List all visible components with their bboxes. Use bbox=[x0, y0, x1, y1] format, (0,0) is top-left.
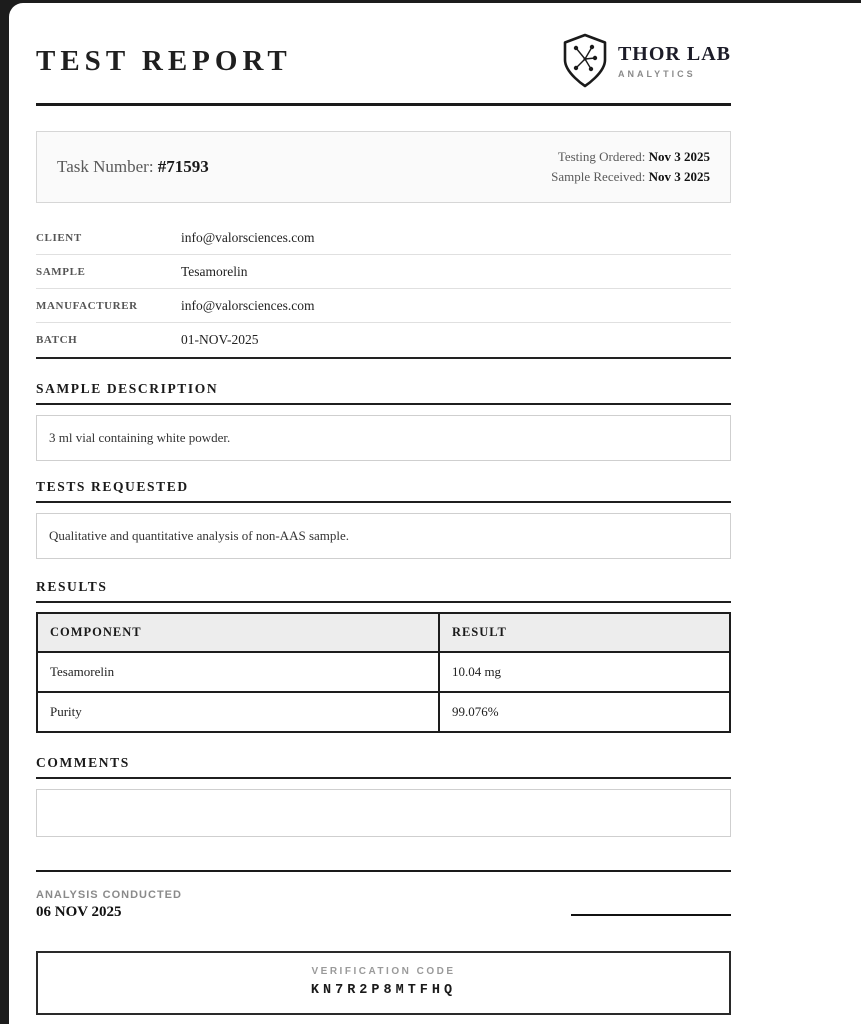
report-content bbox=[36, 3, 731, 1015]
verification-box bbox=[36, 951, 731, 1015]
tests-requested-box: Qualitative and quantitative analysis of non-AAS sample. bbox=[36, 513, 731, 559]
sample-description-heading: SAMPLE DESCRIPTION bbox=[36, 381, 731, 405]
report-header bbox=[36, 33, 731, 89]
sample-received-value: Nov 3 2025 bbox=[648, 169, 710, 184]
info-row-sample bbox=[36, 255, 731, 289]
sample-description-box: 3 ml vial containing white powder. bbox=[36, 415, 731, 461]
header-divider bbox=[36, 103, 731, 106]
footer-divider bbox=[36, 870, 731, 872]
info-label: SAMPLE bbox=[36, 265, 86, 278]
table-row bbox=[37, 692, 730, 732]
verification-code-value: KN7R2P8MTFHQ bbox=[310, 983, 457, 998]
brand-logo bbox=[562, 33, 731, 89]
brand-text bbox=[618, 43, 731, 79]
results-table bbox=[36, 612, 731, 733]
component-cell: Tesamorelin bbox=[37, 652, 439, 692]
info-label: CLIENT bbox=[36, 231, 82, 244]
info-row-batch bbox=[36, 323, 731, 357]
task-summary-box bbox=[36, 131, 731, 203]
task-dates bbox=[551, 147, 710, 187]
info-value: Tesamorelin bbox=[181, 263, 248, 279]
sample-received-line bbox=[551, 167, 710, 187]
testing-ordered-label: Testing Ordered: bbox=[557, 148, 649, 164]
sample-received-label: Sample Received: bbox=[551, 169, 649, 184]
info-label: BATCH bbox=[36, 334, 78, 346]
column-header-component: COMPONENT bbox=[37, 613, 439, 652]
page-title: TEST REPORT bbox=[36, 44, 292, 77]
analysis-conducted-block bbox=[36, 889, 182, 921]
report-page bbox=[9, 3, 861, 1024]
shield-molecule-icon bbox=[562, 33, 608, 89]
info-value: info@valorsciences.com bbox=[181, 297, 315, 313]
results-heading: RESULTS bbox=[36, 579, 731, 603]
result-cell: 10.04 mg bbox=[439, 652, 730, 692]
task-number-value: #71593 bbox=[157, 157, 209, 176]
column-header-result: RESULT bbox=[439, 613, 730, 652]
info-label: MANUFACTURER bbox=[36, 299, 138, 312]
testing-ordered-value: Nov 3 2025 bbox=[648, 148, 710, 164]
info-value: 01-NOV-2025 bbox=[181, 332, 259, 347]
verification-code-label: VERIFICATION CODE bbox=[311, 966, 456, 977]
result-cell: 99.076% bbox=[439, 692, 730, 732]
testing-ordered-line bbox=[551, 147, 710, 167]
task-number-line bbox=[57, 157, 209, 177]
comments-box bbox=[36, 789, 731, 837]
task-number-label: Task Number: bbox=[57, 157, 158, 176]
component-cell: Purity bbox=[37, 692, 439, 732]
info-value: info@valorsciences.com bbox=[181, 229, 315, 245]
table-row bbox=[37, 652, 730, 692]
analysis-conducted-label: ANALYSIS CONDUCTED bbox=[36, 889, 182, 901]
signature-line bbox=[571, 914, 731, 916]
analysis-conducted-date: 06 NOV 2025 bbox=[36, 904, 122, 920]
results-header-row bbox=[37, 613, 730, 652]
footer-row bbox=[36, 889, 731, 921]
info-row-client bbox=[36, 221, 731, 255]
tests-requested-heading: TESTS REQUESTED bbox=[36, 479, 731, 503]
info-row-manufacturer bbox=[36, 289, 731, 323]
brand-name: THOR LAB bbox=[617, 43, 731, 65]
brand-tagline: ANALYTICS bbox=[617, 69, 696, 79]
comments-heading: COMMENTS bbox=[36, 755, 731, 779]
sample-info-table bbox=[36, 221, 731, 359]
